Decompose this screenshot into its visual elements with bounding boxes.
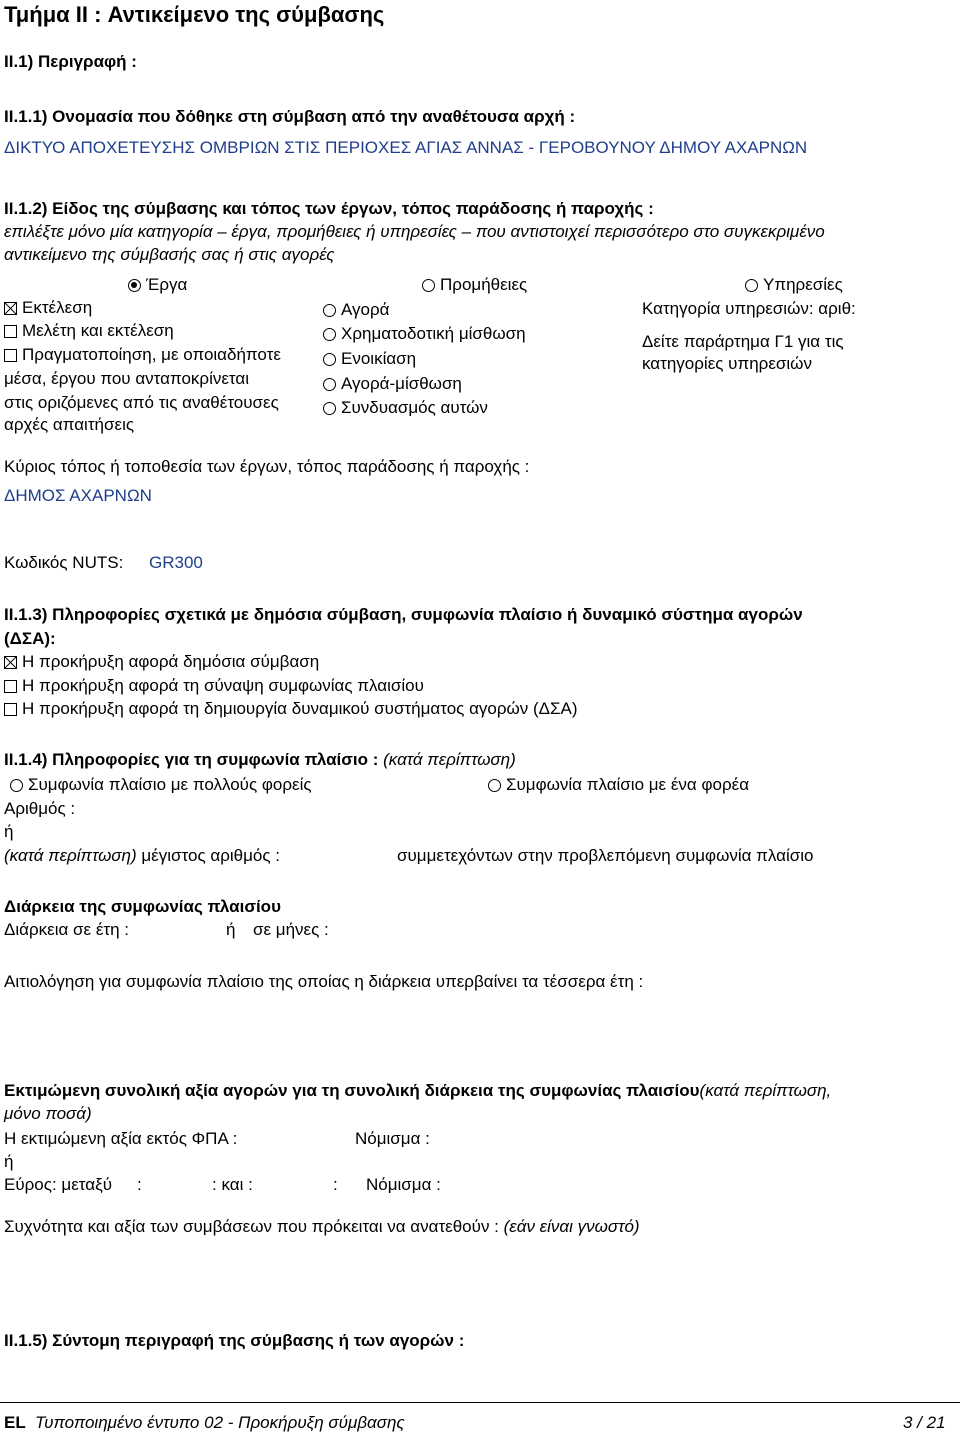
supplies-rental-option[interactable] bbox=[323, 349, 416, 369]
radio-empty-icon bbox=[488, 779, 501, 792]
ii13-public-contract-option[interactable] bbox=[4, 652, 319, 672]
checkbox-empty-icon bbox=[4, 680, 17, 693]
supplies-lease-option[interactable] bbox=[323, 324, 526, 344]
radio-empty-icon bbox=[10, 779, 23, 792]
heading-ii13-line2: (ΔΣΑ): bbox=[4, 629, 56, 648]
works-realisation-line4: αρχές απαιτήσεις bbox=[4, 415, 135, 434]
contract-name: ΔΙΚΤΥΟ ΑΠΟΧΕΤΕΥΣΗΣ ΟΜΒΡΙΩΝ ΣΤΙΣ ΠΕΡΙΟΧΕΣ ΑΓΙΑΣ ΑΝΝΑΣ - ΓΕΡΟΒΟΥΝΟΥ ΔΗΜΟΥ ΑΧΑΡΝΩΝ bbox=[4, 138, 808, 157]
supplies-hire-purchase-option[interactable] bbox=[323, 374, 462, 394]
checkbox-checked-icon bbox=[4, 656, 17, 669]
radio-empty-icon bbox=[745, 279, 758, 292]
supplies-purchase-option[interactable] bbox=[323, 300, 390, 320]
works-realisation-label: Πραγματοποίηση, με οποιαδήποτε bbox=[22, 345, 281, 364]
works-execution-label: Εκτέλεση bbox=[22, 298, 93, 317]
location-value: ΔΗΜΟΣ ΑΧΑΡΝΩΝ bbox=[4, 486, 152, 505]
heading-ii14: II.1.4) Πληροφορίες για τη συμφωνία πλαίσιο : bbox=[4, 750, 379, 769]
range-colon: : bbox=[137, 1175, 142, 1194]
range-colon-2: : bbox=[333, 1175, 338, 1194]
heading-ii12: II.1.2) Είδος της σύμβασης και τόπος των έργων, τόπος παράδοσης ή παροχής : bbox=[4, 199, 654, 218]
heading-ii13: II.1.3) Πληροφορίες σχετικά με δημόσια σύμβαση, συμφωνία πλαίσιο ή δυναμικό σύστημα αγορών bbox=[4, 605, 803, 624]
supplies-lease-label: Χρηματοδοτική μίσθωση bbox=[341, 324, 526, 343]
heading-ii11: II.1.1) Ονομασία που δόθηκε στη σύμβαση από την αναθέτουσα αρχή : bbox=[4, 107, 576, 126]
type-services-option[interactable] bbox=[745, 275, 843, 295]
radio-selected-icon bbox=[128, 279, 141, 292]
ii12-note-line2: αντικείμενο της σύμβασής σας ή στις αγορές bbox=[4, 245, 335, 264]
radio-empty-icon bbox=[323, 378, 336, 391]
est-note: (κατά περίπτωση, bbox=[699, 1081, 832, 1100]
est-note-line2: μόνο ποσά) bbox=[4, 1104, 92, 1123]
type-supplies-label: Προμήθειες bbox=[440, 275, 528, 294]
duration-years: Διάρκεια σε έτη : bbox=[4, 920, 130, 939]
supplies-combination-option[interactable] bbox=[323, 398, 488, 418]
participants-text: συμμετεχόντων στην προβλεπόμενη συμφωνία πλαίσιο bbox=[397, 846, 814, 865]
ii13-dps-label: Η προκήρυξη αφορά τη δημιουργία δυναμικού συστήματος αγορών (ΔΣΑ) bbox=[22, 699, 578, 718]
max-label: μέγιστος αριθμός : bbox=[141, 846, 280, 865]
frequency-note: (εάν είναι γνωστό) bbox=[503, 1217, 640, 1236]
works-realisation-line3: στις οριζόμενες από τις αναθέτουσες bbox=[4, 393, 279, 412]
radio-empty-icon bbox=[323, 353, 336, 366]
type-works-option[interactable] bbox=[128, 275, 187, 295]
est-or: ή bbox=[4, 1152, 14, 1171]
ii12-note-line1: επιλέξτε μόνο μία κατηγορία – έργα, προμήθειες ή υπηρεσίες – που αντιστοιχεί περισσότερο στο συγκεκριμένο bbox=[4, 222, 825, 241]
location-label: Κύριος τόπος ή τοποθεσία των έργων, τόπος παράδοσης ή παροχής : bbox=[4, 457, 530, 476]
works-design-execution-label: Μελέτη και εκτέλεση bbox=[22, 321, 174, 340]
footer-lang: EL bbox=[4, 1413, 26, 1432]
est-value-label: Η εκτιμώμενη αξία εκτός ΦΠΑ : bbox=[4, 1129, 238, 1148]
checkbox-checked-icon bbox=[4, 302, 17, 315]
est-title: Εκτιμώμενη συνολική αξία αγορών για τη συνολική διάρκεια της συμφωνίας πλαισίου bbox=[4, 1081, 700, 1100]
supplies-combination-label: Συνδυασμός αυτών bbox=[341, 398, 488, 417]
heading-ii1: II.1) Περιγραφή : bbox=[4, 52, 137, 71]
services-annex-line1: Δείτε παράρτημα Γ1 για τις bbox=[642, 332, 844, 351]
supplies-purchase-label: Αγορά bbox=[341, 300, 390, 319]
radio-empty-icon bbox=[422, 279, 435, 292]
works-realisation-option[interactable] bbox=[4, 345, 281, 365]
fa-many-option[interactable] bbox=[10, 775, 312, 795]
range-and: : και : bbox=[212, 1175, 253, 1194]
max-note: (κατά περίπτωση) bbox=[4, 846, 137, 865]
frequency-label: Συχνότητα και αξία των συμβάσεων που πρόκειται να ανατεθούν : bbox=[4, 1217, 499, 1236]
type-supplies-option[interactable] bbox=[422, 275, 527, 295]
justification-text: Αιτιολόγηση για συμφωνία πλαίσιο της οποίας η διάρκεια υπερβαίνει τα τέσσερα έτη : bbox=[4, 972, 644, 991]
ii14-note: (κατά περίπτωση) bbox=[383, 750, 516, 769]
services-category: Κατηγορία υπηρεσιών: αριθ: bbox=[642, 299, 856, 318]
nuts-value: GR300 bbox=[149, 553, 203, 572]
range-label: Εύρος: μεταξύ bbox=[4, 1175, 112, 1194]
or-text: ή bbox=[4, 822, 14, 841]
checkbox-empty-icon bbox=[4, 349, 17, 362]
works-design-execution-option[interactable] bbox=[4, 321, 174, 341]
services-annex-line2: κατηγορίες υπηρεσιών bbox=[642, 354, 812, 373]
duration-title: Διάρκεια της συμφωνίας πλαισίου bbox=[4, 897, 281, 916]
type-services-label: Υπηρεσίες bbox=[763, 275, 843, 294]
checkbox-empty-icon bbox=[4, 325, 17, 338]
checkbox-empty-icon bbox=[4, 703, 17, 716]
footer-page-number: 3 / 21 bbox=[903, 1413, 946, 1432]
number-label: Αριθμός : bbox=[4, 799, 76, 818]
currency-label: Νόμισμα : bbox=[355, 1129, 430, 1148]
range-currency-label: Νόμισμα : bbox=[366, 1175, 441, 1194]
ii13-dps-option[interactable] bbox=[4, 699, 578, 719]
works-realisation-line2: μέσα, έργου που ανταποκρίνεται bbox=[4, 369, 250, 388]
fa-one-label: Συμφωνία πλαίσιο με ένα φορέα bbox=[506, 775, 750, 794]
footer-form-name: Τυποποιημένο έντυπο 02 - Προκήρυξη σύμβασης bbox=[35, 1413, 405, 1432]
duration-or: ή bbox=[226, 920, 236, 939]
works-execution-option[interactable] bbox=[4, 298, 92, 318]
footer-divider bbox=[0, 1402, 960, 1403]
type-works-label: Έργα bbox=[146, 275, 188, 294]
section-title: Τμήμα II : Αντικείμενο της σύμβασης bbox=[4, 2, 385, 27]
ii13-public-contract-label: Η προκήρυξη αφορά δημόσια σύμβαση bbox=[22, 652, 320, 671]
radio-empty-icon bbox=[323, 402, 336, 415]
heading-ii15: II.1.5) Σύντομη περιγραφή της σύμβασης ή των αγορών : bbox=[4, 1331, 465, 1350]
fa-many-label: Συμφωνία πλαίσιο με πολλούς φορείς bbox=[28, 775, 312, 794]
supplies-hire-purchase-label: Αγορά-μίσθωση bbox=[341, 374, 462, 393]
duration-months: σε μήνες : bbox=[253, 920, 329, 939]
nuts-label: Κωδικός NUTS: bbox=[4, 553, 124, 572]
ii13-framework-option[interactable] bbox=[4, 676, 424, 696]
radio-empty-icon bbox=[323, 304, 336, 317]
fa-one-option[interactable] bbox=[488, 775, 749, 795]
radio-empty-icon bbox=[323, 328, 336, 341]
ii13-framework-label: Η προκήρυξη αφορά τη σύναψη συμφωνίας πλαισίου bbox=[22, 676, 424, 695]
supplies-rental-label: Ενοικίαση bbox=[341, 349, 417, 368]
